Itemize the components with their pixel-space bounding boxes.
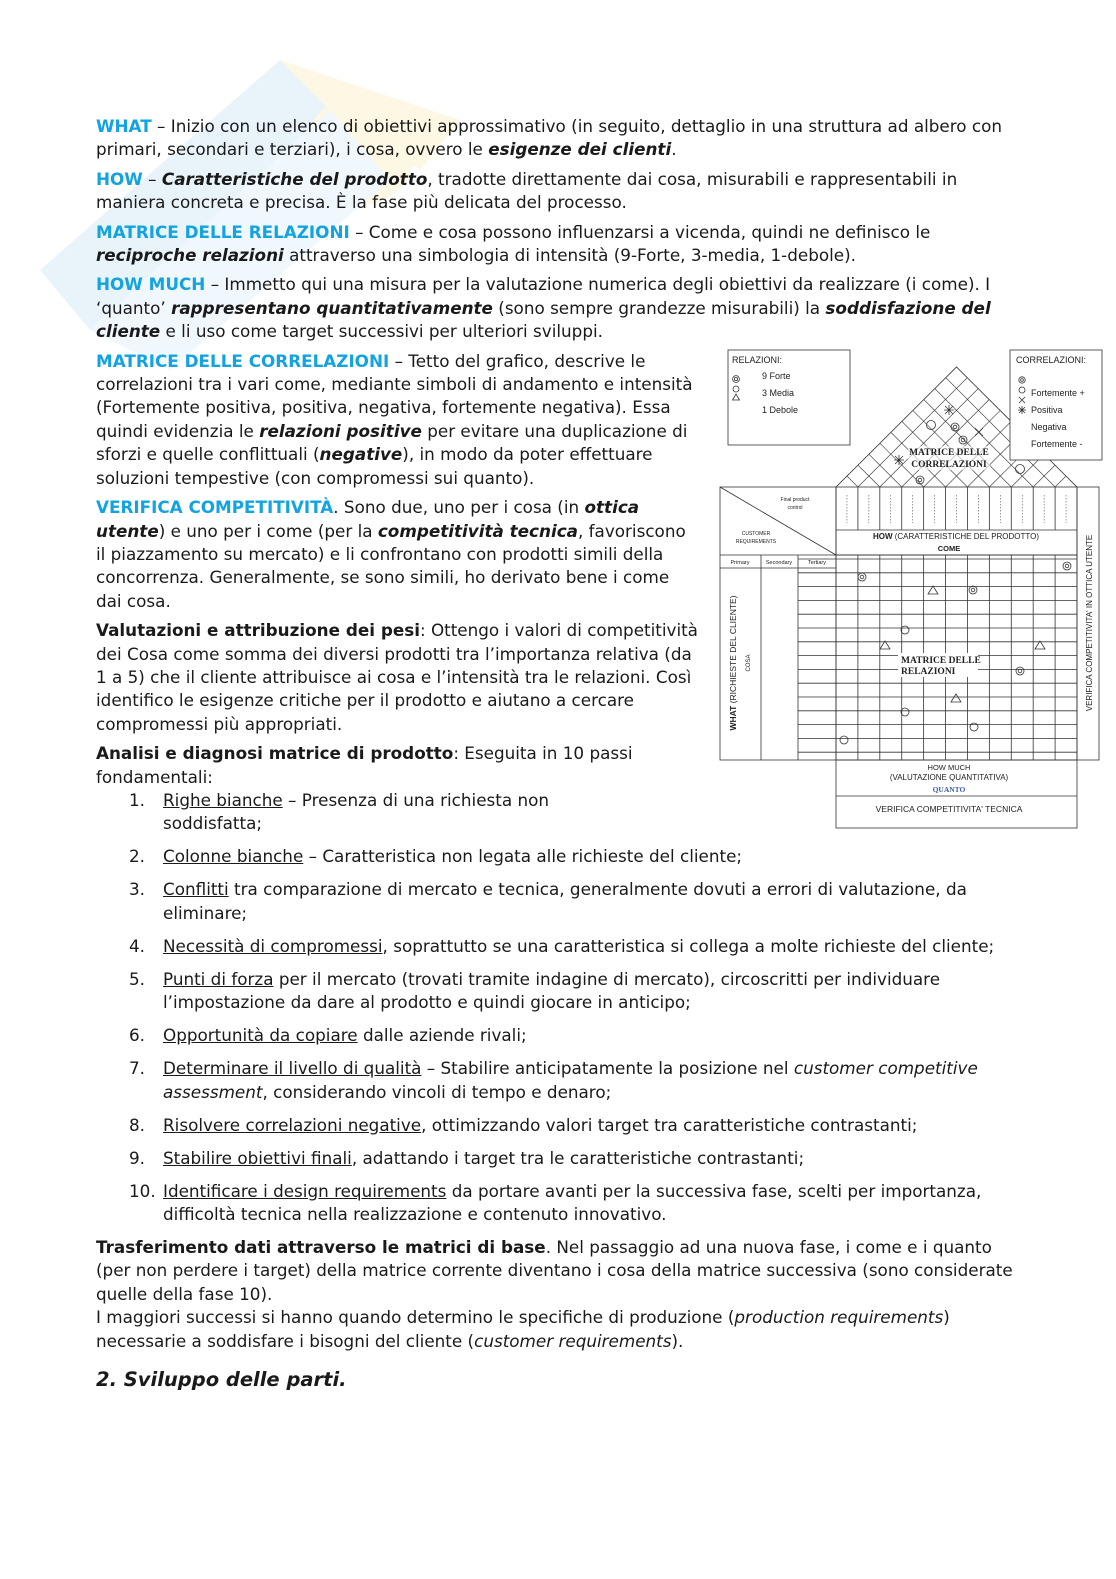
customer-requirements-block: [720, 487, 836, 760]
quanto-label: QUANTO: [932, 785, 966, 794]
item-text: da portare avanti per la successiva fase, scelti per importanza, difficoltà tecnica nella realizzazione e contenuto innovativo.: [163, 1180, 982, 1224]
item-number: 5.: [129, 968, 146, 989]
item-title: Righe bianche: [163, 789, 283, 810]
cosa-label: COSA: [746, 654, 752, 672]
weak-relation-icon: [880, 641, 890, 649]
text: (sono sempre grandezze misurabili) la: [492, 297, 826, 318]
term-valutazioni: Valutazioni e attribuzione dei pesi: [96, 620, 420, 641]
item-text: dalle aziende rivali;: [357, 1025, 527, 1046]
item-text: , ottimizzando valori target tra caratteristiche contrastanti;: [421, 1114, 918, 1135]
item-text: – Presenza di una richiesta non soddisfatta;: [163, 789, 549, 834]
text: – Immetto qui una misura per la valutazione numerica degli obiettivi da realizzare (i come). I ‘quanto’: [96, 274, 991, 318]
item-title: Risolvere correlazioni negative: [163, 1114, 422, 1135]
final-product-label: Final product: [780, 497, 810, 503]
strong-positive-correlation-icon: [959, 436, 967, 444]
weak-relation-icon: [951, 694, 961, 702]
paragraph-successi: [96, 1306, 1018, 1353]
item-number: 6.: [129, 1025, 146, 1046]
emphasis: Caratteristiche del prodotto: [161, 168, 428, 189]
strong-positive-correlation-icon: [951, 423, 959, 431]
text: – Tetto del grafico, descrive le correlazioni tra i vari come, mediante simboli di andamento e intensità (Fortemente positiva, positiva, negativa, fortemente negativa). Essa quindi evidenzia le: [96, 350, 693, 441]
emphasis: customer requirements: [474, 1330, 672, 1351]
item-title: Punti di forza: [163, 968, 274, 989]
item-number: 3.: [129, 879, 146, 900]
text: I maggiori successi si hanno quando determino le specifiche di produzione (: [96, 1307, 735, 1328]
positive-correlation-icon: [944, 405, 954, 415]
term-how: HOW: [96, 168, 143, 189]
item-number: 8.: [129, 1114, 146, 1135]
list-item: [96, 935, 1018, 958]
positive-correlation-icon: [927, 421, 936, 430]
strong-relation-icon: [1016, 667, 1024, 675]
house-of-quality-diagram: [718, 345, 1108, 835]
list-item: [96, 1057, 1018, 1104]
customer-requirements-label: CUSTOMER: [741, 531, 771, 537]
legend-item: Positiva: [1031, 405, 1063, 415]
list-item: [96, 1147, 1018, 1170]
weak-relation-icon: [928, 586, 938, 594]
matrix-label: RELAZIONI: [901, 667, 956, 677]
emphasis: ottica utente: [96, 497, 640, 541]
term-what: WHAT: [96, 116, 152, 136]
item-title: Conflitti: [163, 879, 229, 900]
term-analisi: Analisi e diagnosi matrice di prodotto: [96, 743, 454, 764]
medium-relation-icon: [840, 736, 848, 744]
item-text: – Caratteristica non legata alle richieste del cliente;: [303, 846, 743, 867]
emphasis: production requirements: [734, 1307, 944, 1328]
emphasis: reciproche relazioni: [96, 245, 284, 266]
term-verifica: VERIFICA COMPETITIVITÀ: [96, 497, 334, 518]
paragraph-correlazioni: [96, 350, 700, 490]
term-trasferimento: Trasferimento dati attraverso le matrici di base: [96, 1237, 546, 1257]
tech-check-label: VERIFICA COMPETITIVITA' TECNICA: [875, 804, 1023, 814]
matrix-label: MATRICE DELLE: [901, 656, 981, 666]
legend-item: Fortemente +: [1031, 388, 1085, 398]
roof-label: CORRELAZIONI: [911, 460, 987, 470]
column-headers: [836, 487, 1077, 555]
item-emphasis: customer competitive assessment: [163, 1058, 978, 1102]
item-number: 1.: [129, 789, 146, 810]
paragraph-valutazioni: [96, 619, 700, 736]
list-item: [96, 1024, 1018, 1047]
text: , favoriscono il piazzamento su mercato) e li confrontano con prodotti simili della concorrenza. Generalmente, se sono simili, ho derivato bene i come dai cosa.: [96, 520, 686, 611]
text: .: [671, 139, 677, 160]
item-text: – Stabilire anticipatamente la posizione nel: [421, 1058, 794, 1079]
term-correlazioni: MATRICE DELLE CORRELAZIONI: [96, 350, 390, 371]
item-title: Stabilire obiettivi finali: [163, 1147, 352, 1168]
emphasis: soddisfazione del cliente: [96, 297, 991, 342]
relazioni-legend: [728, 350, 850, 445]
legend-item: Fortemente -: [1031, 439, 1083, 449]
correlazioni-legend: [1010, 350, 1102, 460]
strong-relation-icon: [969, 586, 977, 594]
text: , tradotte direttamente dai cosa, misurabili e rappresentabili in maniera concreta e precisa. È la fase più delicata del processo.: [96, 168, 958, 213]
item-title: Colonne bianche: [163, 846, 304, 867]
legend-item: 3 Media: [762, 388, 795, 398]
item-title: Identificare i design requirements: [163, 1180, 447, 1201]
paragraph-trasferimento: [96, 1236, 1018, 1306]
relationship-matrix: [798, 555, 1077, 760]
secondary-label: Secondary: [765, 560, 793, 566]
paragraph-what: [96, 115, 1018, 162]
list-item: [96, 878, 1018, 925]
how-much-label: HOW MUCH: [927, 763, 971, 772]
how-label: HOW (CARATTERISTICHE DEL PRODOTTO): [872, 532, 1040, 541]
item-text: per il mercato (trovati tramite indagine di mercato), circoscritti per individuare l’impostazione da dare al prodotto e quindi giocare in anticipo;: [163, 968, 941, 1013]
text: ).: [671, 1330, 684, 1351]
strong-negative-correlation-icon: [1018, 406, 1026, 414]
emphasis: negative: [319, 444, 403, 465]
text: : Eseguita in 10 passi fondamentali:: [96, 743, 633, 787]
item-number: 7.: [129, 1058, 146, 1079]
text: e li uso come target successivi per ulteriori sviluppi.: [160, 321, 603, 342]
item-number: 10.: [129, 1180, 156, 1201]
come-label: COME: [937, 544, 961, 553]
paragraph-how-much: [96, 273, 1018, 343]
emphasis: relazioni positive: [259, 420, 422, 441]
positive-correlation-icon: [894, 455, 904, 465]
text: : Ottengo i valori di competitività dei Cosa come somma dei diversi prodotti tra l’importanza relativa (da 1 a 5) che il cliente attribuisce ai cosa e l’intensità tra le relazioni. Così identifico le esigenze critiche per il prodotto e aiutano a cercare compromessi più appropriati.: [96, 620, 698, 734]
term-relazioni: MATRICE DELLE RELAZIONI: [96, 221, 350, 242]
what-label: WHAT (RICHIESTE DEL CLIENTE): [728, 595, 738, 731]
section-heading: 2. Sviluppo delle parti.: [96, 1368, 347, 1392]
text: – Inizio con un elenco di obiettivi approssimativo (in seguito, dettaglio in una struttura ad albero con primari, secondari e terziari), i cosa, ovvero le: [96, 116, 1003, 160]
user-competitive-block: [1077, 487, 1099, 760]
paragraph-verifica: [96, 496, 700, 613]
customer-requirements-label: REQUIREMENTS: [735, 539, 777, 545]
strong-relation-icon: [858, 573, 866, 581]
medium-relation-icon: [901, 626, 909, 634]
primary-label: Primary: [730, 560, 750, 566]
roof-label: MATRICE DELLE: [909, 448, 989, 458]
how-much-sub-label: (VALUTAZIONE QUANTITATIVA): [889, 773, 1009, 782]
item-title: Determinare il livello di qualità: [163, 1058, 422, 1079]
paragraph-relazioni: [96, 221, 1018, 268]
emphasis: rappresentano quantitativamente: [171, 297, 493, 318]
text: attraverso una simbologia di intensità (9-Forte, 3-media, 1-debole).: [283, 245, 856, 266]
text: ), in modo da poter effettuare soluzioni tempestive (con compromessi sui quanto).: [96, 444, 653, 488]
item-title: Necessità di compromessi: [163, 935, 383, 956]
legend-item: 1 Debole: [762, 405, 799, 415]
legend-item: Negativa: [1031, 422, 1067, 432]
text: ) necessarie a soddisfare i bisogni del cliente (: [96, 1307, 950, 1351]
item-number: 9.: [129, 1147, 146, 1168]
text: per evitare una duplicazione di sforzi e quelle conflittuali (: [96, 420, 688, 465]
item-text: , soprattutto se una caratteristica si collega a molte richieste del cliente;: [382, 935, 995, 956]
legend-item: 9 Forte: [762, 371, 791, 381]
positive-correlation-icon: [1016, 465, 1025, 474]
text: ) e uno per i come (per la: [158, 520, 378, 541]
final-product-label: control: [787, 505, 803, 511]
negative-correlation-icon: [975, 428, 983, 436]
weak-relation-icon: [1035, 641, 1045, 649]
list-item: [96, 968, 1018, 1015]
item-text: , adattando i target tra le caratteristiche contrastanti;: [351, 1147, 805, 1168]
steps-list: [96, 789, 1018, 1226]
text: . Sono due, uno per i cosa (in: [333, 497, 585, 518]
item-text: , considerando vincoli di tempo e denaro;: [262, 1081, 612, 1102]
list-item: [96, 1180, 1018, 1227]
paragraph-how: [96, 168, 1018, 215]
emphasis: competitività tecnica: [377, 520, 578, 541]
text: . Nel passaggio ad una nuova fase, i come e i quanto (per non perdere i target) della matrice corrente diventano i cosa della matrice successiva (sono considerate quelle della fase 10).: [96, 1237, 1013, 1304]
item-text: tra comparazione di mercato e tecnica, generalmente dovuti a errori di valutazione, da eliminare;: [163, 879, 967, 923]
medium-relation-icon: [901, 708, 909, 716]
list-item: [96, 845, 1018, 868]
strong-relation-icon: [1063, 562, 1071, 570]
term-how-much: HOW MUCH: [96, 274, 206, 295]
legend-title: RELAZIONI:: [732, 355, 783, 365]
item-number: 2.: [129, 846, 146, 867]
item-title: Opportunità da copiare: [163, 1025, 358, 1046]
tertiary-label: Tertiary: [807, 560, 827, 566]
item-number: 4.: [129, 935, 146, 956]
text: –: [142, 168, 162, 189]
strong-positive-correlation-icon: [916, 476, 924, 484]
user-check-label: VERIFICA COMPETITIVITA' IN OTTICA UTENTE: [1085, 534, 1094, 712]
emphasis: esigenze dei clienti: [488, 139, 672, 160]
how-much-block: [836, 760, 1077, 828]
legend-title: CORRELAZIONI:: [1016, 355, 1087, 365]
paragraph-analisi: [96, 742, 700, 789]
text: – Come e cosa possono influenzarsi a vicenda, quindi ne definisco le: [349, 221, 931, 242]
list-item: [96, 1114, 1018, 1137]
